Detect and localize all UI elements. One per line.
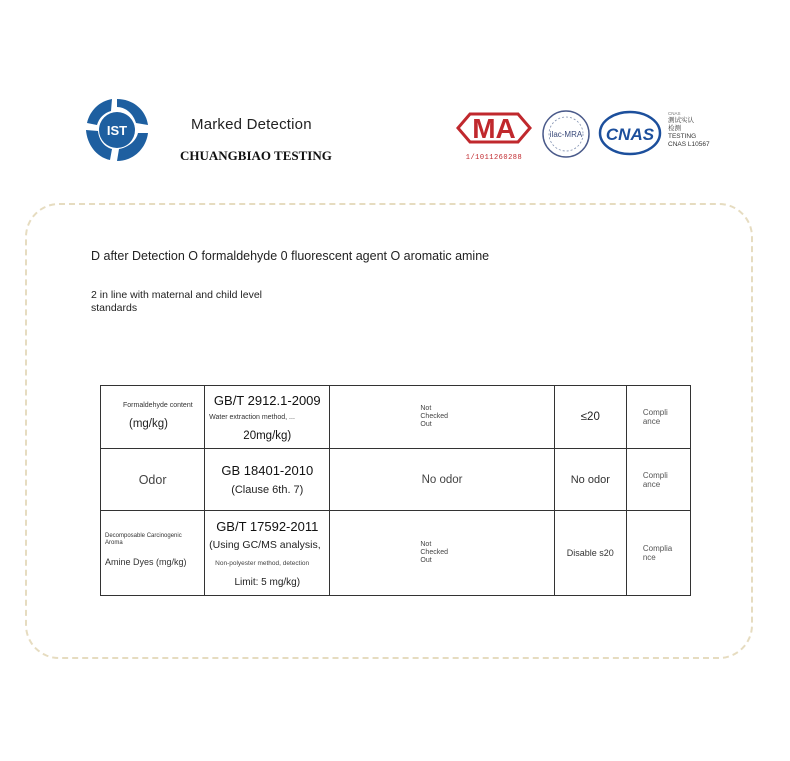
detected-cell <box>330 449 554 511</box>
limit-value: ≤20 <box>580 411 600 423</box>
result-cell <box>626 386 690 449</box>
brand-subtitle: CHUANGBIAO TESTING <box>180 148 332 163</box>
detection-headline: D after Detection O formaldehyde 0 fluorescent agent O aromatic amine <box>91 249 490 263</box>
detected-value: No odor <box>421 473 463 486</box>
limit-cell <box>554 386 626 449</box>
table-row <box>101 449 691 511</box>
standard-cell <box>205 449 330 511</box>
item-label: Amine Dyes (mg/kg) <box>105 557 187 567</box>
brand-title: Marked Detection <box>191 116 312 133</box>
cnas-logo-text: CNAS <box>605 125 655 144</box>
limit-value: No odor <box>570 473 610 486</box>
detected-cell <box>330 511 554 596</box>
ilac-mra-logo <box>540 108 592 160</box>
item-label-small: Formaldehyde content <box>123 402 193 409</box>
detected-value: Not Checked Out <box>420 541 449 564</box>
test-results-table <box>100 385 691 596</box>
cma-certification-logo <box>456 108 532 164</box>
ilac-logo-text: ilac-MRA <box>549 130 583 139</box>
cnas-accreditation-text <box>668 111 710 149</box>
item-cell <box>101 449 205 511</box>
cnas-logo <box>598 110 662 156</box>
standard-cell <box>205 386 330 449</box>
item-label: (mg/kg) <box>129 418 168 430</box>
standards-subline: 2 in line with maternal and child level standards <box>91 289 263 314</box>
cma-number: 1/1011260288 <box>465 154 523 162</box>
limit-cell <box>554 511 626 596</box>
result-value: Compli ance <box>642 470 668 489</box>
cnas-cn-line2: 检测 <box>668 125 681 132</box>
cma-logo-text: MA <box>472 113 516 144</box>
ist-logo-text: IST <box>106 123 128 138</box>
item-cell <box>101 386 205 449</box>
result-value: Compli ance <box>642 408 668 426</box>
cnas-testing-label: TESTING <box>668 133 697 140</box>
item-label: Odor <box>138 472 167 487</box>
standard-value: Limit: 5 mg/kg) <box>234 576 301 588</box>
standard-note: Water extraction method, ... <box>209 413 295 421</box>
cnas-cn-line1: 测试实认 <box>668 117 694 124</box>
standard-cell <box>205 511 330 596</box>
standard-code: GB/T 17592-2011 <box>216 518 319 534</box>
cnas-number: CNAS L10567 <box>668 141 710 148</box>
standard-value: 20mg/kg) <box>243 429 292 442</box>
item-cell <box>101 511 205 596</box>
detected-cell <box>330 386 554 449</box>
standard-note: (Clause 6th. 7) <box>231 484 304 496</box>
ist-logo <box>84 97 150 163</box>
detected-value: Not Checked Out <box>420 405 449 428</box>
item-label-small: Decomposable Carcinogenic Aroma <box>105 533 182 546</box>
table-row <box>101 386 691 449</box>
result-cell <box>626 449 690 511</box>
standard-note: (Using GC/MS analysis, <box>209 538 321 551</box>
limit-cell <box>554 449 626 511</box>
standard-note-2: Non-polyester method, detection <box>215 559 310 567</box>
standard-code: GB 18401-2010 <box>221 463 314 478</box>
result-cell <box>626 511 690 596</box>
standard-code: GB/T 2912.1-2009 <box>213 392 321 408</box>
cnas-small-top: CNAS <box>668 111 681 116</box>
table-row <box>101 511 691 596</box>
limit-value: Disable s20 <box>566 548 614 558</box>
result-value: Complia nce <box>642 544 673 562</box>
